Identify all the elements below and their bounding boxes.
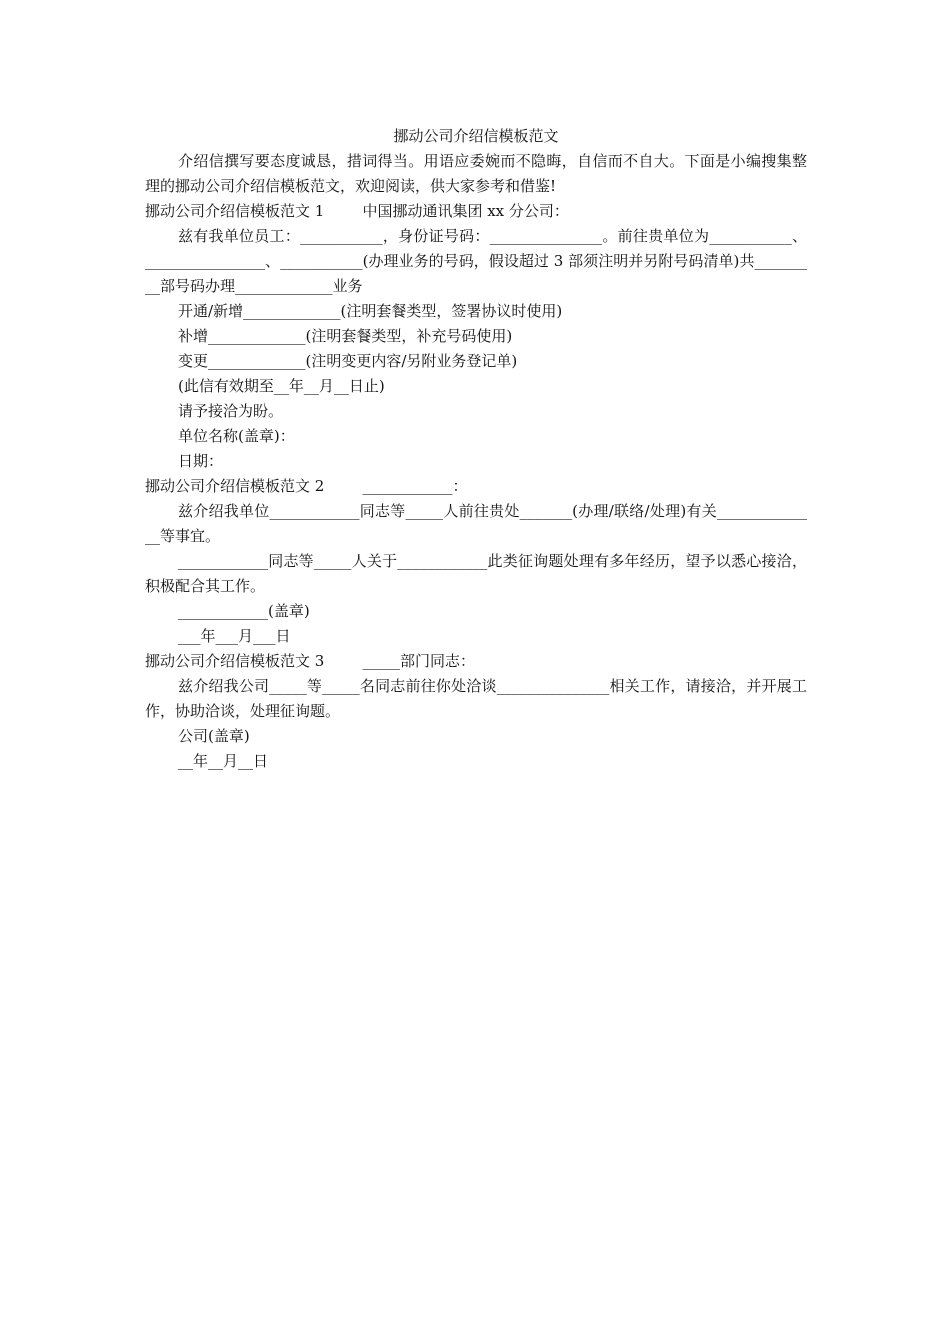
section-1-heading: 挪动公司介绍信模板范文 1 中国挪动通讯集团 xx 分公司： xyxy=(145,202,569,220)
section-2-line: 兹介绍我单位____________同志等_____人前往贵处_______(办理/联络/处理)有关______________等事宜。 xyxy=(145,502,807,545)
section-1-line: 补增_____________(注明套餐类型，补充号码使用) xyxy=(178,327,513,345)
section-3-line: 兹介绍我公司_____等_____名同志前往你处洽谈_______________相关工作，请接洽，并开展工作，协助洽谈，处理征询题。 xyxy=(145,677,807,720)
section-1-line: 兹有我单位员工：___________，身份证号码：_______________。前往贵单位为___________、________________、___________(办理业务的号码，假设超过 3 部须注明并另附号码清单)共_________部号码办理_____________业务 xyxy=(145,227,807,295)
document-title: 挪动公司介绍信模板范文 xyxy=(393,127,559,145)
document-page xyxy=(145,124,807,774)
section-1-line: 变更_____________(注明变更内容/另附业务登记单) xyxy=(178,352,518,370)
section-2-line: ___年___月___日 xyxy=(178,627,291,645)
section-2-heading: 挪动公司介绍信模板范文 2 ____________： xyxy=(145,477,468,495)
section-1-line: 单位名称(盖章)： xyxy=(178,427,295,445)
section-1-line: 日期： xyxy=(178,452,224,470)
intro-paragraph: 介绍信撰写要态度诚恳，措词得当。用语应委婉而不隐晦，自信而不自大。下面是小编搜集整理的挪动公司介绍信模板范文，欢迎阅读，供大家参考和借鉴! xyxy=(145,152,807,195)
section-2-line: ____________(盖章) xyxy=(178,602,310,620)
section-1-line: 开通/新增_____________(注明套餐类型，签署协议时使用) xyxy=(178,302,563,320)
section-1-line: 请予接洽为盼。 xyxy=(178,402,284,420)
section-2-line: ____________同志等_____人关于____________此类征询题处理有多年经历，望予以悉心接洽，积极配合其工作。 xyxy=(145,552,807,595)
section-3-line: __年__月__日 xyxy=(178,752,269,770)
section-3-line: 公司(盖章) xyxy=(178,727,250,745)
section-1-line: (此信有效期至__年__月__日止) xyxy=(178,377,385,395)
section-3-heading: 挪动公司介绍信模板范文 3 _____部门同志： xyxy=(145,652,475,670)
